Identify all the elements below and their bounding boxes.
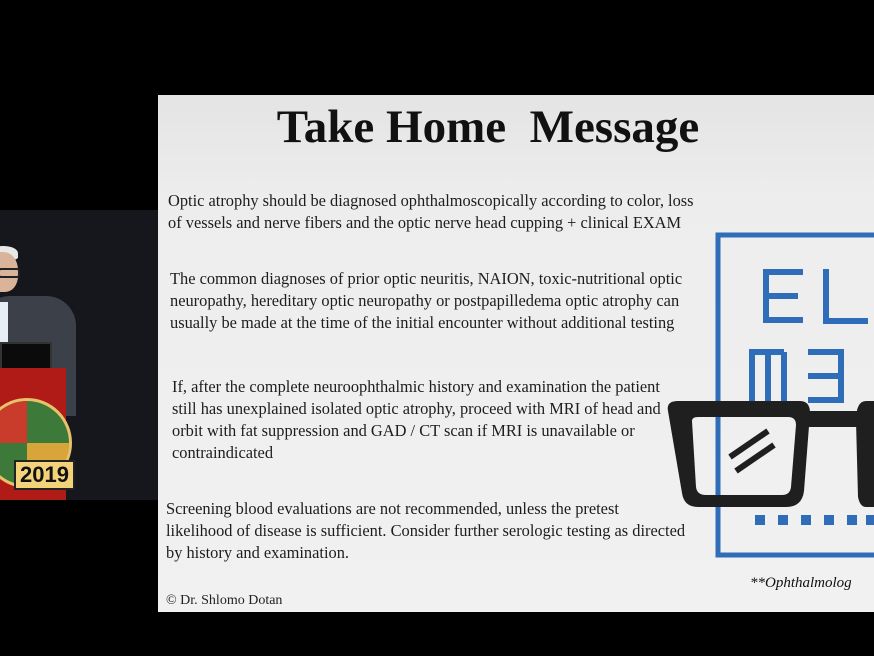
speaker-glasses-icon (0, 268, 20, 278)
eye-chart-glasses-icon (658, 225, 874, 565)
podium-year-label: 2019 (14, 460, 75, 490)
slide-title: Take Home Message (276, 101, 700, 153)
bullet-mri-recommendation: If, after the complete neuroophthalmic history and examination the patient still has unexplained isolated optic atrophy, proceed with MRI of head and orbit with fat suppression and GAD / CT scan if MRI is unavailable or contraindicated (172, 377, 661, 462)
speaker-video-panel (0, 210, 158, 500)
presentation-slide (158, 95, 874, 612)
bullet-blood-screening: Screening blood evaluations are not recommended, unless the pretest likelihood of disease is sufficient. Consider further serologic testing as directed by history and examination. (166, 499, 686, 562)
credit-note: **Ophthalmolog (750, 575, 852, 591)
copyright-label: © Dr. Shlomo Dotan (166, 593, 283, 608)
speaker-collar (0, 302, 8, 342)
bullet-common-diagnoses: The common diagnoses of prior optic neuritis, NAION, toxic-nutritional optic neuropathy, hereditary optic neuropathy or postpapilledema optic atrophy can usually be made at the time of the initial encounter without additional testing (170, 269, 683, 332)
seal-quadrant-red (0, 401, 27, 443)
bullet-optic-atrophy-diagnosis: Optic atrophy should be diagnosed ophthalmoscopically according to color, loss of vessels and nerve fibers and the optic nerve head cupping + clinical EXAM (168, 191, 694, 232)
